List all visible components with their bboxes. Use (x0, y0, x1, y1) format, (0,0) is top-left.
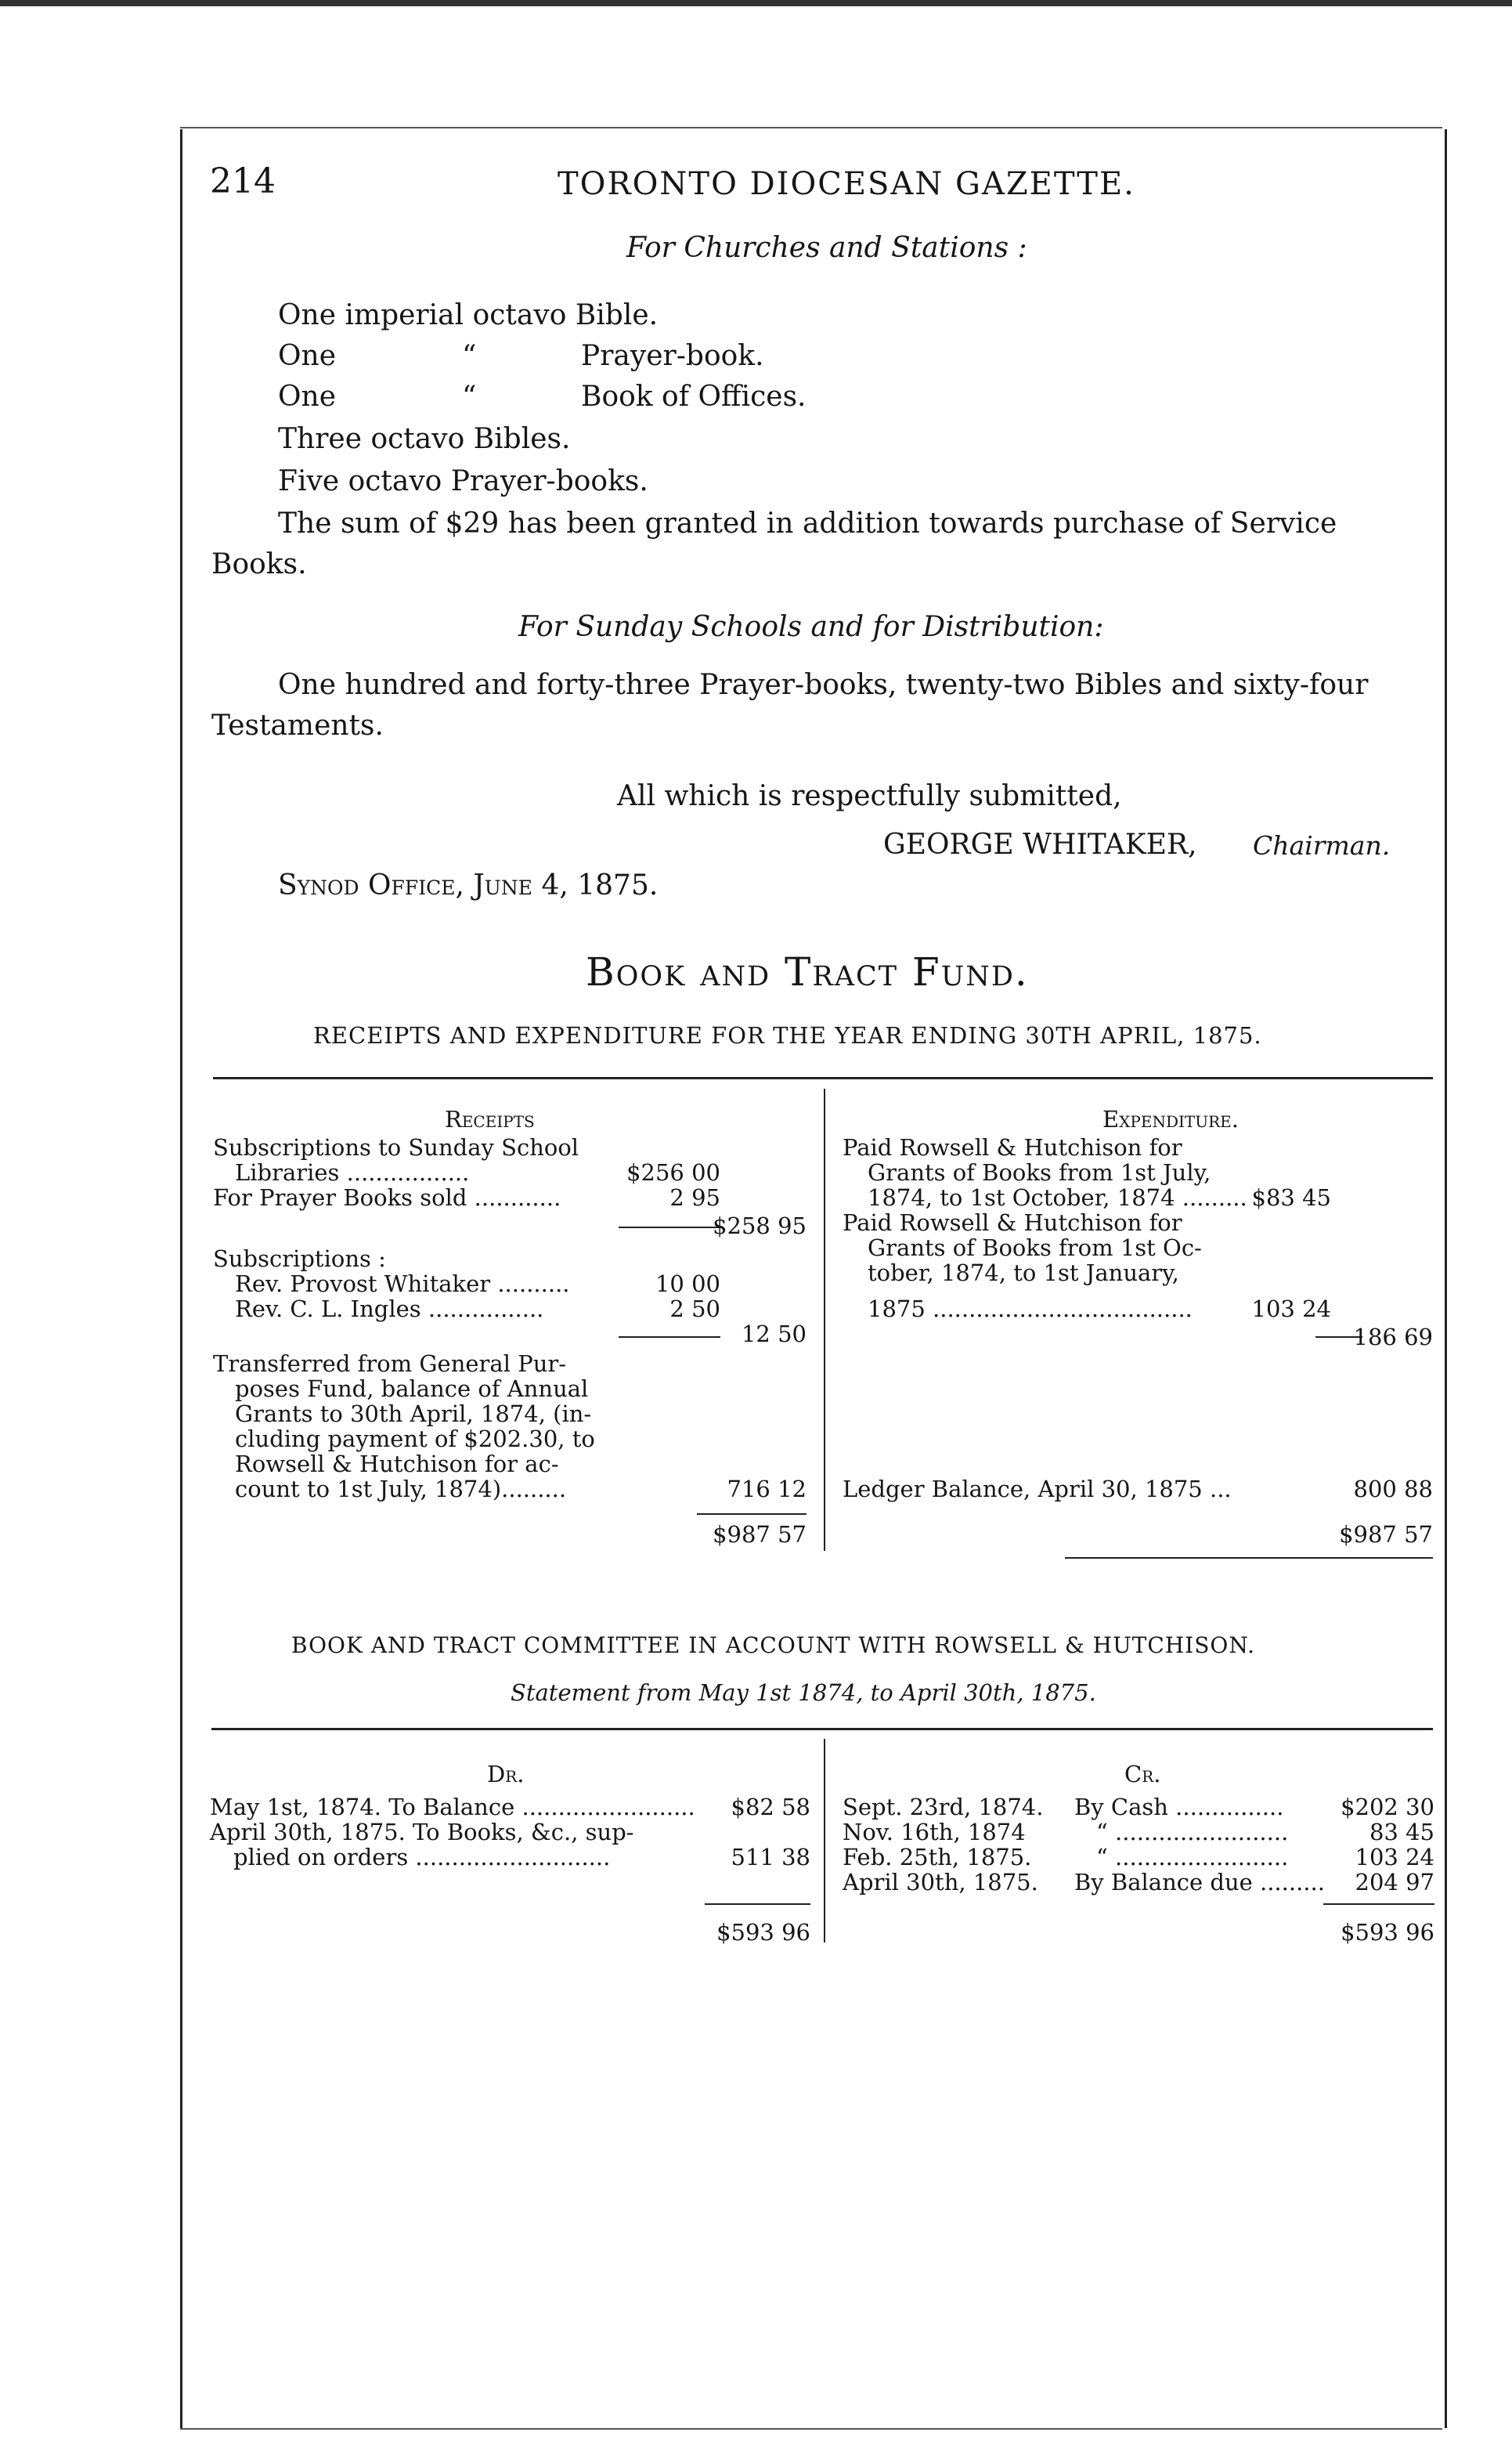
receipt-line: Libraries ................. (235, 1159, 470, 1186)
cr-date: Feb. 25th, 1875. (843, 1844, 1032, 1870)
signer-role: Chairman. (1253, 830, 1391, 861)
page-number: 214 (210, 161, 276, 201)
expenditure-line: Grants of Books from 1st July, (868, 1159, 1211, 1186)
churches-item-4: Three octavo Bibles. (278, 423, 571, 455)
dr-line: May 1st, 1874. To Balance ........................ (210, 1794, 695, 1820)
cr-date: Nov. 16th, 1874 (843, 1819, 1026, 1845)
committee-title: BOOK AND TRACT COMMITTEE IN ACCOUNT WITH ROWSELL & HUTCHISON. (291, 1632, 1255, 1658)
cr-amount: 204 97 (1355, 1869, 1434, 1895)
receipt-line: Rev. Provost Whitaker .......... (235, 1270, 570, 1297)
cr-amount: $202 30 (1341, 1794, 1434, 1820)
receipt-line: Subscriptions to Sunday School (213, 1134, 579, 1161)
cr-total: $593 96 (1341, 1919, 1434, 1946)
receipt-line: For Prayer Books sold ............ (213, 1184, 561, 1211)
expenditure-heading: Expenditure. (1102, 1106, 1239, 1133)
receipt-line: poses Fund, balance of Annual (235, 1375, 589, 1402)
receipt-line: Grants to 30th April, 1874, (in- (235, 1400, 592, 1427)
receipt-line: cluding payment of $202.30, to (235, 1426, 595, 1452)
total-rule (697, 1513, 807, 1515)
expenditure-line: Ledger Balance, April 30, 1875 ... (843, 1476, 1232, 1502)
total-rule (1323, 1903, 1434, 1905)
top-edge-line (0, 0, 1512, 6)
page-title: TORONTO DIOCESAN GAZETTE. (558, 166, 1135, 202)
submitted-line: All which is respectfully submitted, (617, 780, 1122, 812)
cr-date: April 30th, 1875. (843, 1869, 1038, 1895)
receipt-amount: 10 00 (655, 1270, 720, 1297)
committee-subtitle: Statement from May 1st 1874, to April 30th, 1875. (511, 1679, 1096, 1706)
receipt-subtotal: 12 50 (741, 1321, 807, 1347)
total-rule (705, 1903, 810, 1905)
total-rule (1065, 1557, 1433, 1559)
expenditure-subtotal: 800 88 (1353, 1476, 1433, 1502)
fund-subtitle: RECEIPTS AND EXPENDITURE FOR THE YEAR ENDING 30TH APRIL, 1875. (313, 1022, 1262, 1049)
sunday-schools-line-2: Testaments. (211, 710, 384, 742)
fund-top-rule (213, 1077, 1433, 1079)
signer-name: GEORGE WHITAKER, (883, 829, 1197, 861)
sunday-schools-heading: For Sunday Schools and for Distribution: (518, 611, 1104, 643)
fund-divider (824, 1089, 825, 1551)
receipt-line: Transferred from General Pur- (213, 1350, 567, 1377)
expenditure-line: Paid Rowsell & Hutchison for (843, 1209, 1182, 1236)
committee-top-rule (211, 1728, 1433, 1730)
expenditure-subtotal: 186 69 (1353, 1324, 1433, 1350)
cr-line: “ ........................ (1096, 1819, 1289, 1845)
expenditure-line: Grants of Books from 1st Oc- (868, 1234, 1202, 1261)
receipt-line: Subscriptions : (213, 1245, 386, 1272)
receipt-amount: 2 50 (669, 1296, 720, 1322)
receipts-total: $987 57 (713, 1521, 807, 1548)
ditto-mark: “ (462, 381, 477, 413)
receipts-heading: Receipts (445, 1106, 535, 1133)
receipt-subtotal: $258 95 (713, 1212, 807, 1239)
churches-item-2: One (278, 340, 337, 372)
bottom-border-line (180, 2428, 1442, 2430)
receipt-amount: 2 95 (669, 1184, 720, 1211)
ditto-mark: “ (462, 340, 477, 372)
receipt-line: Rev. C. L. Ingles ................ (235, 1296, 544, 1322)
grant-line-1: The sum of $29 has been granted in addition towards purchase of Service (278, 508, 1337, 540)
expenditure-amount: $83 45 (1251, 1184, 1331, 1211)
expenditure-total: $987 57 (1339, 1521, 1433, 1548)
expenditure-line: 1874, to 1st October, 1874 ......... (868, 1184, 1247, 1211)
cr-date: Sept. 23rd, 1874. (843, 1794, 1044, 1820)
churches-item-3-value: Book of Offices. (581, 381, 807, 413)
cr-line: By Balance due ......... (1074, 1869, 1325, 1895)
expenditure-amount: 103 24 (1251, 1296, 1331, 1322)
dr-heading: Dr. (487, 1761, 525, 1787)
dr-amount: $82 58 (731, 1794, 810, 1820)
dr-total: $593 96 (716, 1919, 810, 1946)
churches-item-3: One (278, 381, 337, 413)
grant-line-2: Books. (211, 548, 307, 580)
sunday-schools-line-1: One hundred and forty-three Prayer-books, twenty-two Bibles and sixty-four (278, 669, 1369, 701)
expenditure-line: 1875 .................................... (868, 1296, 1193, 1322)
churches-heading: For Churches and Stations : (626, 232, 1027, 264)
churches-item-2-value: Prayer-book. (581, 340, 764, 372)
cr-line: “ ........................ (1096, 1844, 1289, 1870)
receipt-subtotal: 716 12 (727, 1476, 807, 1502)
dr-line: plied on orders ........................... (233, 1844, 611, 1870)
top-border-line (180, 127, 1442, 128)
receipt-line: count to 1st July, 1874)......... (235, 1476, 567, 1502)
fund-title: Book and Tract Fund. (586, 949, 1029, 995)
receipt-line: Rowsell & Hutchison for ac- (235, 1451, 559, 1477)
churches-item-1: One imperial octavo Bible. (278, 299, 659, 331)
receipt-amount: $256 00 (626, 1159, 720, 1186)
dr-line: April 30th, 1875. To Books, &c., sup- (210, 1819, 634, 1845)
cr-heading: Cr. (1124, 1761, 1161, 1787)
committee-divider (824, 1739, 825, 1942)
churches-item-5: Five octavo Prayer-books. (278, 465, 648, 497)
cr-line: By Cash ............... (1074, 1794, 1284, 1820)
expenditure-line: tober, 1874, to 1st January, (868, 1259, 1179, 1286)
cr-amount: 83 45 (1369, 1819, 1434, 1845)
office-date: Synod Office, June 4, 1875. (278, 869, 659, 902)
cr-amount: 103 24 (1355, 1844, 1434, 1870)
dr-amount: 511 38 (731, 1844, 810, 1870)
expenditure-line: Paid Rowsell & Hutchison for (843, 1134, 1182, 1161)
